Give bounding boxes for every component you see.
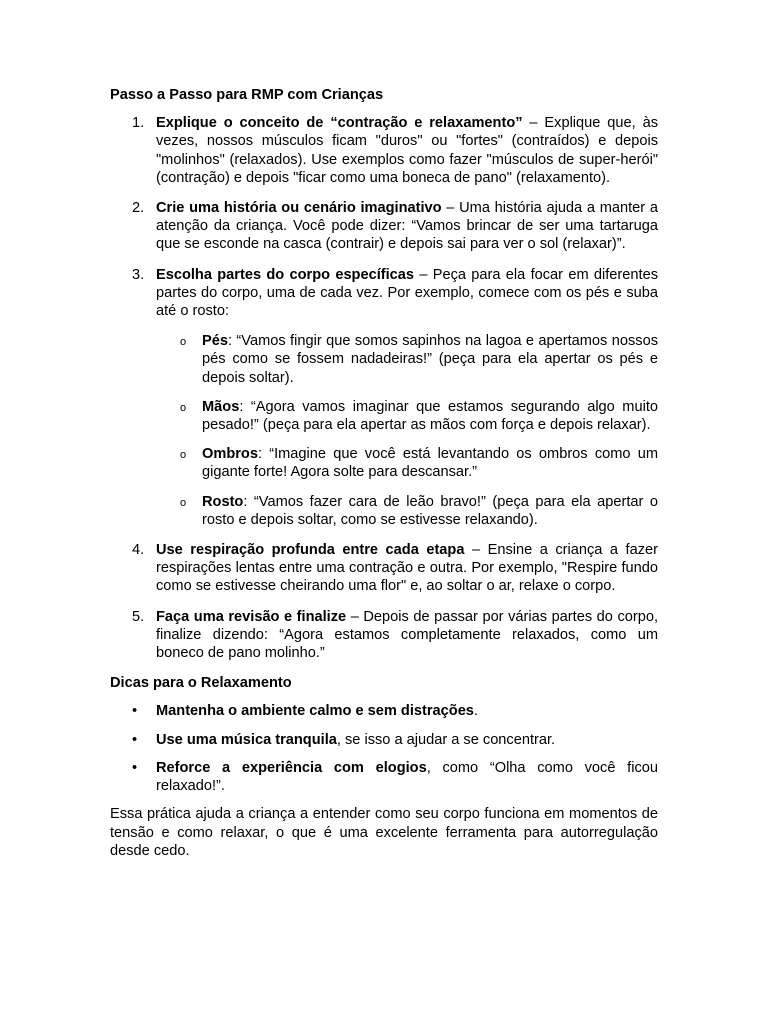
tip-body: , se isso a ajudar a se concentrar.: [336, 731, 556, 748]
body-part-name: Ombros: [202, 446, 258, 463]
tip-bold: Mantenha o ambiente calmo e sem distrações: [156, 703, 474, 720]
step-body: – Ensine a criança a fazer respirações lentas entre uma contração e outra. Por exemplo, "Respire fundo como se estivesse cheirando uma flor" e, ao soltar o ar, relaxe o corpo.: [156, 542, 659, 595]
body-part-name: Rosto: [202, 493, 244, 510]
conclusion-paragraph: Essa prática ajuda a criança a entender como seu corpo funciona em momentos de tensão e como relaxar, o que é uma excelente ferramenta para autorregulação desde cedo.: [110, 806, 658, 859]
step-number: 4.: [132, 542, 145, 559]
step-bold: Use respiração profunda entre cada etapa: [156, 542, 465, 559]
body-part-body: : “Agora vamos imaginar que estamos segurando algo muito pesado!” (peça para ela apertar as mãos com força e depois relaxar).: [202, 398, 658, 434]
body-part-body: : “Imagine que você está levantando os ombros como um gigante forte! Agora solte para descansar.”: [202, 446, 658, 481]
tips-list: [110, 702, 658, 795]
body-part-item: [156, 398, 658, 434]
tip-body: .: [473, 703, 478, 720]
step-body: – Depois de passar por várias partes do corpo, finalize dizendo: “Agora estamos completamente relaxados, como um boneco de pano molinho.”: [156, 608, 659, 662]
body-part-name: Pés: [202, 333, 228, 350]
step-body: – Explique que, às vezes, nossos músculos ficam "duros" ou "fortes" (contraídos) e depois "molinhos" (relaxados). Use exemplos como fazer "músculos de super-herói" (contração) e depois "ficar como uma boneca de pano" (relaxamento).: [156, 115, 658, 186]
step-item: [110, 541, 658, 596]
step-text: [156, 199, 658, 254]
body-part-body: : “Vamos fingir que somos sapinhos na lagoa e apertamos nossos pés como se fossem nadadeiras!” (peça para ela apertar os pés e depois soltar).: [202, 333, 658, 386]
step-bold: Explique o conceito de “contração e relaxamento”: [156, 115, 523, 132]
tip-item: [110, 759, 658, 795]
step-text: [156, 266, 658, 321]
tip-item: [110, 731, 658, 749]
body-part-text: [202, 398, 658, 434]
bullet-icon: •: [132, 703, 138, 720]
body-part-item: [156, 445, 658, 481]
step-item: [110, 114, 658, 187]
body-part-text: [202, 332, 658, 387]
step-bold: Escolha partes do corpo específicas: [156, 266, 415, 283]
body-part-text: [202, 493, 658, 529]
body-part-body: : “Vamos fazer cara de leão bravo!” (peça para ela apertar o rosto e depois soltar, como se estivesse relaxando).: [202, 493, 658, 528]
step-bold: Faça uma revisão e finalize: [156, 608, 347, 625]
circle-bullet-icon: o: [180, 496, 187, 509]
document-content: [110, 86, 658, 860]
tip-text: [156, 731, 658, 749]
step-number: 1.: [132, 115, 145, 132]
circle-bullet-icon: o: [180, 449, 187, 462]
tip-body: , como “Olha como você ficou relaxado!”.: [156, 759, 658, 795]
steps-list: [110, 114, 658, 662]
bullet-icon: •: [132, 759, 138, 776]
step-number: 5.: [132, 608, 145, 625]
step-text: [156, 541, 658, 596]
step-number: 3.: [132, 266, 145, 283]
step-item: [110, 608, 658, 663]
document-title: Passo a Passo para RMP com Crianças: [110, 87, 384, 103]
body-part-item: [156, 493, 658, 529]
step-item: [110, 266, 658, 529]
body-part-name: Mãos: [202, 398, 240, 415]
step-body: – Uma história ajuda a manter a atenção da criança. Você pode dizer: “Vamos brincar de ser uma tartaruga que se esconde na casca (contrair) e depois sai para ver o sol (relaxar)”.: [156, 200, 658, 253]
circle-bullet-icon: o: [180, 336, 187, 349]
tips-heading: Dicas para o Relaxamento: [110, 675, 292, 692]
circle-bullet-icon: o: [180, 401, 187, 414]
bullet-icon: •: [132, 731, 138, 748]
body-parts-list: [156, 332, 658, 529]
step-bold: Crie uma história ou cenário imaginativo: [156, 200, 442, 217]
body-part-item: [156, 332, 658, 387]
step-text: [156, 114, 658, 187]
tip-item: [110, 702, 658, 720]
tip-bold: Reforce a experiência com elogios: [156, 759, 427, 776]
tip-text: [156, 702, 658, 720]
step-text: [156, 608, 658, 663]
body-part-text: [202, 445, 658, 481]
step-item: [110, 199, 658, 254]
tip-text: [156, 759, 658, 795]
step-body: – Peça para ela focar em diferentes partes do corpo, uma de cada vez. Por exemplo, comece com os pés e suba até o rosto:: [156, 266, 658, 320]
tip-bold: Use uma música tranquila: [156, 731, 337, 748]
step-number: 2.: [132, 200, 145, 217]
